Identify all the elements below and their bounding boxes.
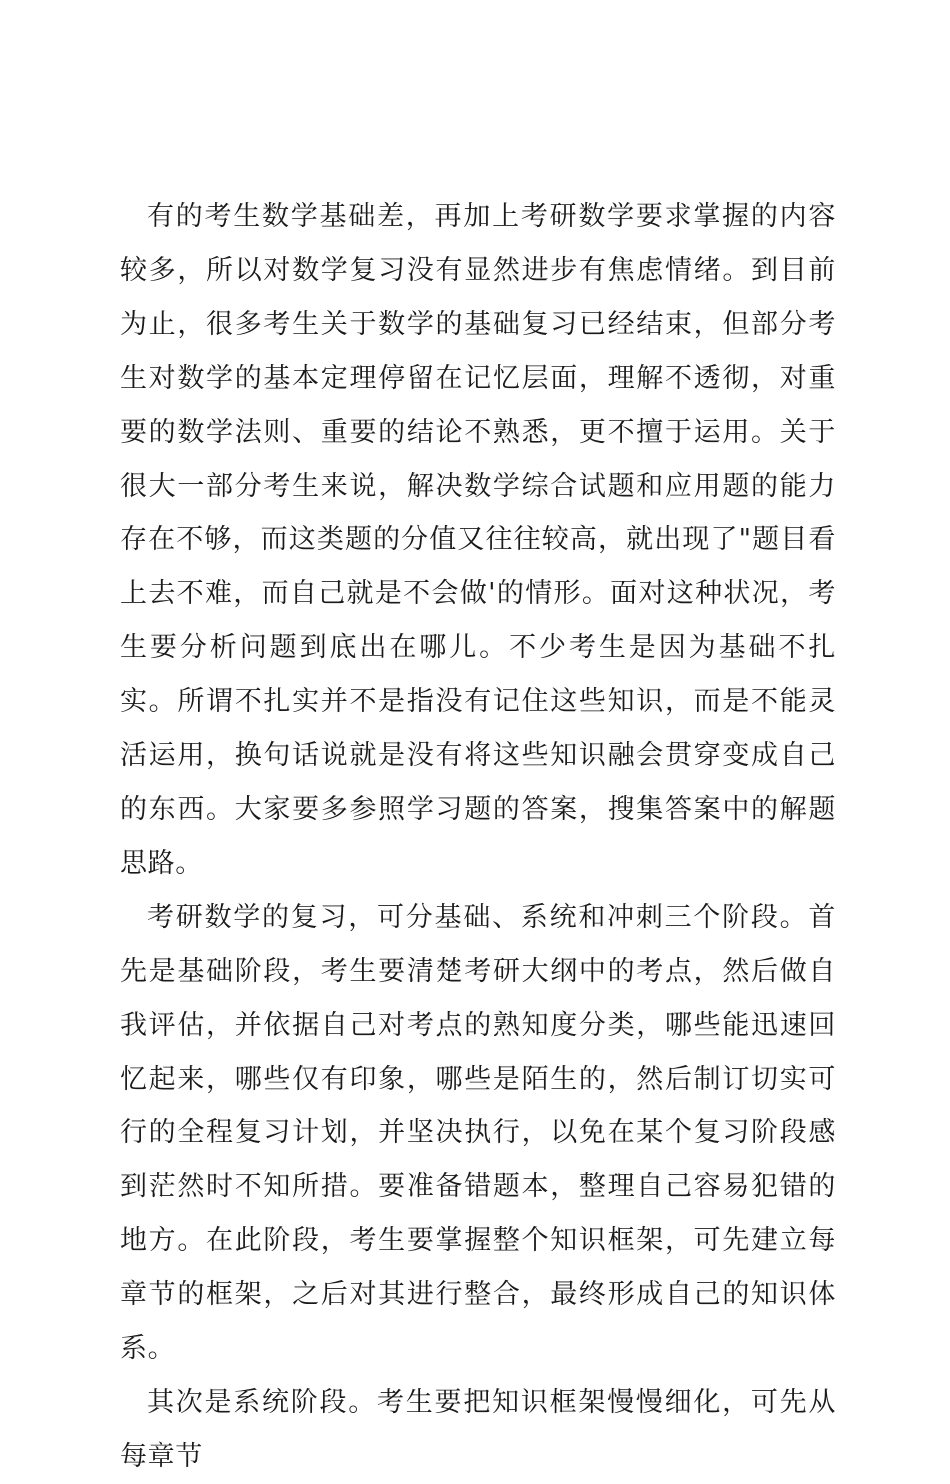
paragraph-3: 其次是系统阶段。考生要把知识框架慢慢细化，可先从每章节 [120,1386,836,1472]
document-body [120,190,836,1484]
paragraph-1: 有的考生数学基础差，再加上考研数学要求掌握的内容较多，所以对数学复习没有显然进步有焦虑情绪。到目前为止，很多考生关于数学的基础复习已经结束，但部分考生对数学的基本定理停留在记忆层面，理解不透彻，对重要的数学法则、重要的结论不熟悉，更不擅于运用。关于很大一部分考生来说，解决数学综合试题和应用题的能力存在不够，而这类题的分值又往往较高，就出现了"题目看上去不难，而自己就是不会做'的情形。面对这种状况，考生要分析问题到底出在哪儿。不少考生是因为基础不扎实。所谓不扎实并不是指没有记住这些知识，而是不能灵活运用，换句话说就是没有将这些知识融会贯穿变成自己的东西。大家要多参照学习题的答案，搜集答案中的解题思路。 [120,201,836,879]
paragraph-2: 考研数学的复习，可分基础、系统和冲刺三个阶段。首先是基础阶段，考生要清楚考研大纲中的考点，然后做自我评估，并依据自己对考点的熟知度分类，哪些能迅速回忆起来，哪些仅有印象，哪些是陌生的，然后制订切实可行的全程复习计划，并坚决执行，以免在某个复习阶段感到茫然时不知所措。要准备错题本，整理自己容易犯错的地方。在此阶段，考生要掌握整个知识框架，可先建立每章节的框架，之后对其进行整合，最终形成自己的知识体系。 [120,901,836,1365]
